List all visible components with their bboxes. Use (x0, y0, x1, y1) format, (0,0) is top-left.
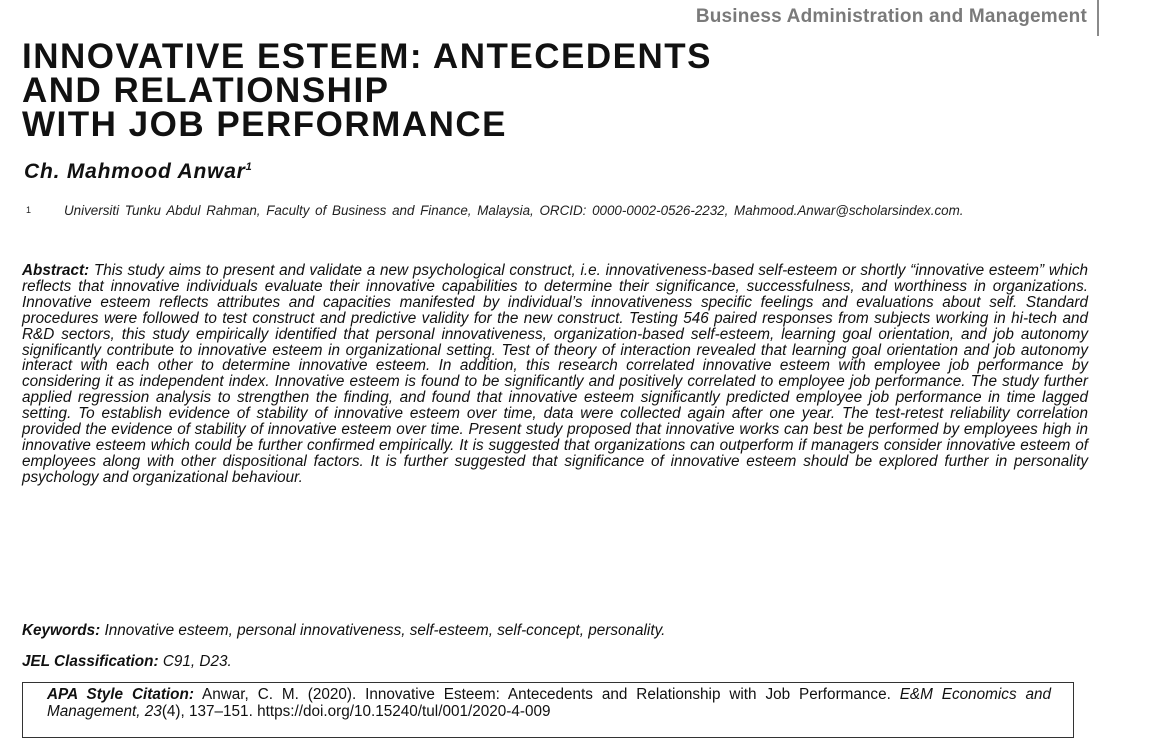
keywords-label: Keywords: (22, 622, 101, 639)
citation-volume: 23 (144, 703, 162, 720)
title-line-2: AND RELATIONSHIP (22, 71, 390, 110)
author-footnote-mark: 1 (245, 161, 253, 173)
jel-text: C91, D23. (162, 653, 232, 670)
keywords (22, 622, 665, 640)
jel-classification (22, 653, 232, 671)
citation-pages-doi[interactable]: , 137–151. https://doi.org/10.15240/tul/001/2020-4-009 (180, 703, 551, 720)
keywords-text: Innovative esteem, personal innovativeness, self-esteem, self-concept, personality. (104, 622, 666, 639)
affiliation-mark: 1 (26, 205, 32, 215)
citation-journal: E&M Economics and Management, (47, 686, 1052, 720)
affiliation-text: Universiti Tunku Abdul Rahman, Faculty of Business and Finance, Malaysia, ORCID: 0000-0002-0526-2232, Mahmood.Anwar@scholarsindex.com. (64, 203, 964, 218)
author-name (24, 160, 253, 184)
header-divider (1097, 0, 1099, 36)
abstract (22, 263, 1088, 486)
abstract-text: This study aims to present and validate a new psychological construct, i.e. innovativeness-based self-esteem or shortly “innovative esteem” which reflects that innovative individuals evaluate their innovative capabilities to determine their significance, successfulness, and worthiness in organizations. Innovative esteem reflects attributes and capacities manifested by individual’s innovativeness specific feelings and evaluations about self. Standard procedures were followed to test construct and predictive validity for the new construct. Testing 546 paired responses from subjects working in hi-tech and R&D sectors, this study empirically identified that personal innovativeness, organization-based self-esteem, learning goal orientation, and job autonomy significantly contribute to innovative esteem in organizational setting. Test of theory of interaction revealed that learning goal orientation and job autonomy interact with each other to determine innovative esteem. In addition, this research correlated innovative esteem with employee job performance by considering it as independent index. Innovative esteem is found to be significantly and positively correlated to employee job performance. The study further applied regression analysis to strengthen the finding, and found that innovative esteem significantly predicted employee job performance in time lagged setting. To establish evidence of stability of innovative esteem over time, data were collected again after one year. The test-retest reliability correlation provided the evidence of stability of innovative esteem over time. Present study proposed that innovative works can best be performed by employees high in innovative esteem which could be further confirmed empirically. It is suggested that organizations can outperform if managers consider innovative esteem of employees along with other dispositional factors. It is further suggested that significance of innovative esteem should be explored further in personality psychology and organizational behaviour. (22, 262, 1088, 486)
section-header: Business Administration and Management (695, 6, 1087, 27)
citation-label: APA Style Citation: (47, 686, 194, 703)
citation-box (22, 682, 1074, 738)
title-line-1: INNOVATIVE ESTEEM: ANTECEDENTS (22, 37, 712, 76)
citation-text: Anwar, C. M. (2020). Innovative Esteem: Antecedents and Relationship with Job Performance. (202, 686, 891, 703)
author-name-text: Ch. Mahmood Anwar (24, 160, 246, 183)
citation-issue: (4) (161, 703, 181, 720)
abstract-label: Abstract: (22, 262, 90, 279)
article-title (22, 37, 712, 144)
affiliation-footnote (26, 203, 1086, 219)
jel-label: JEL Classification: (22, 653, 159, 670)
title-line-3: WITH JOB PERFORMANCE (22, 105, 507, 144)
